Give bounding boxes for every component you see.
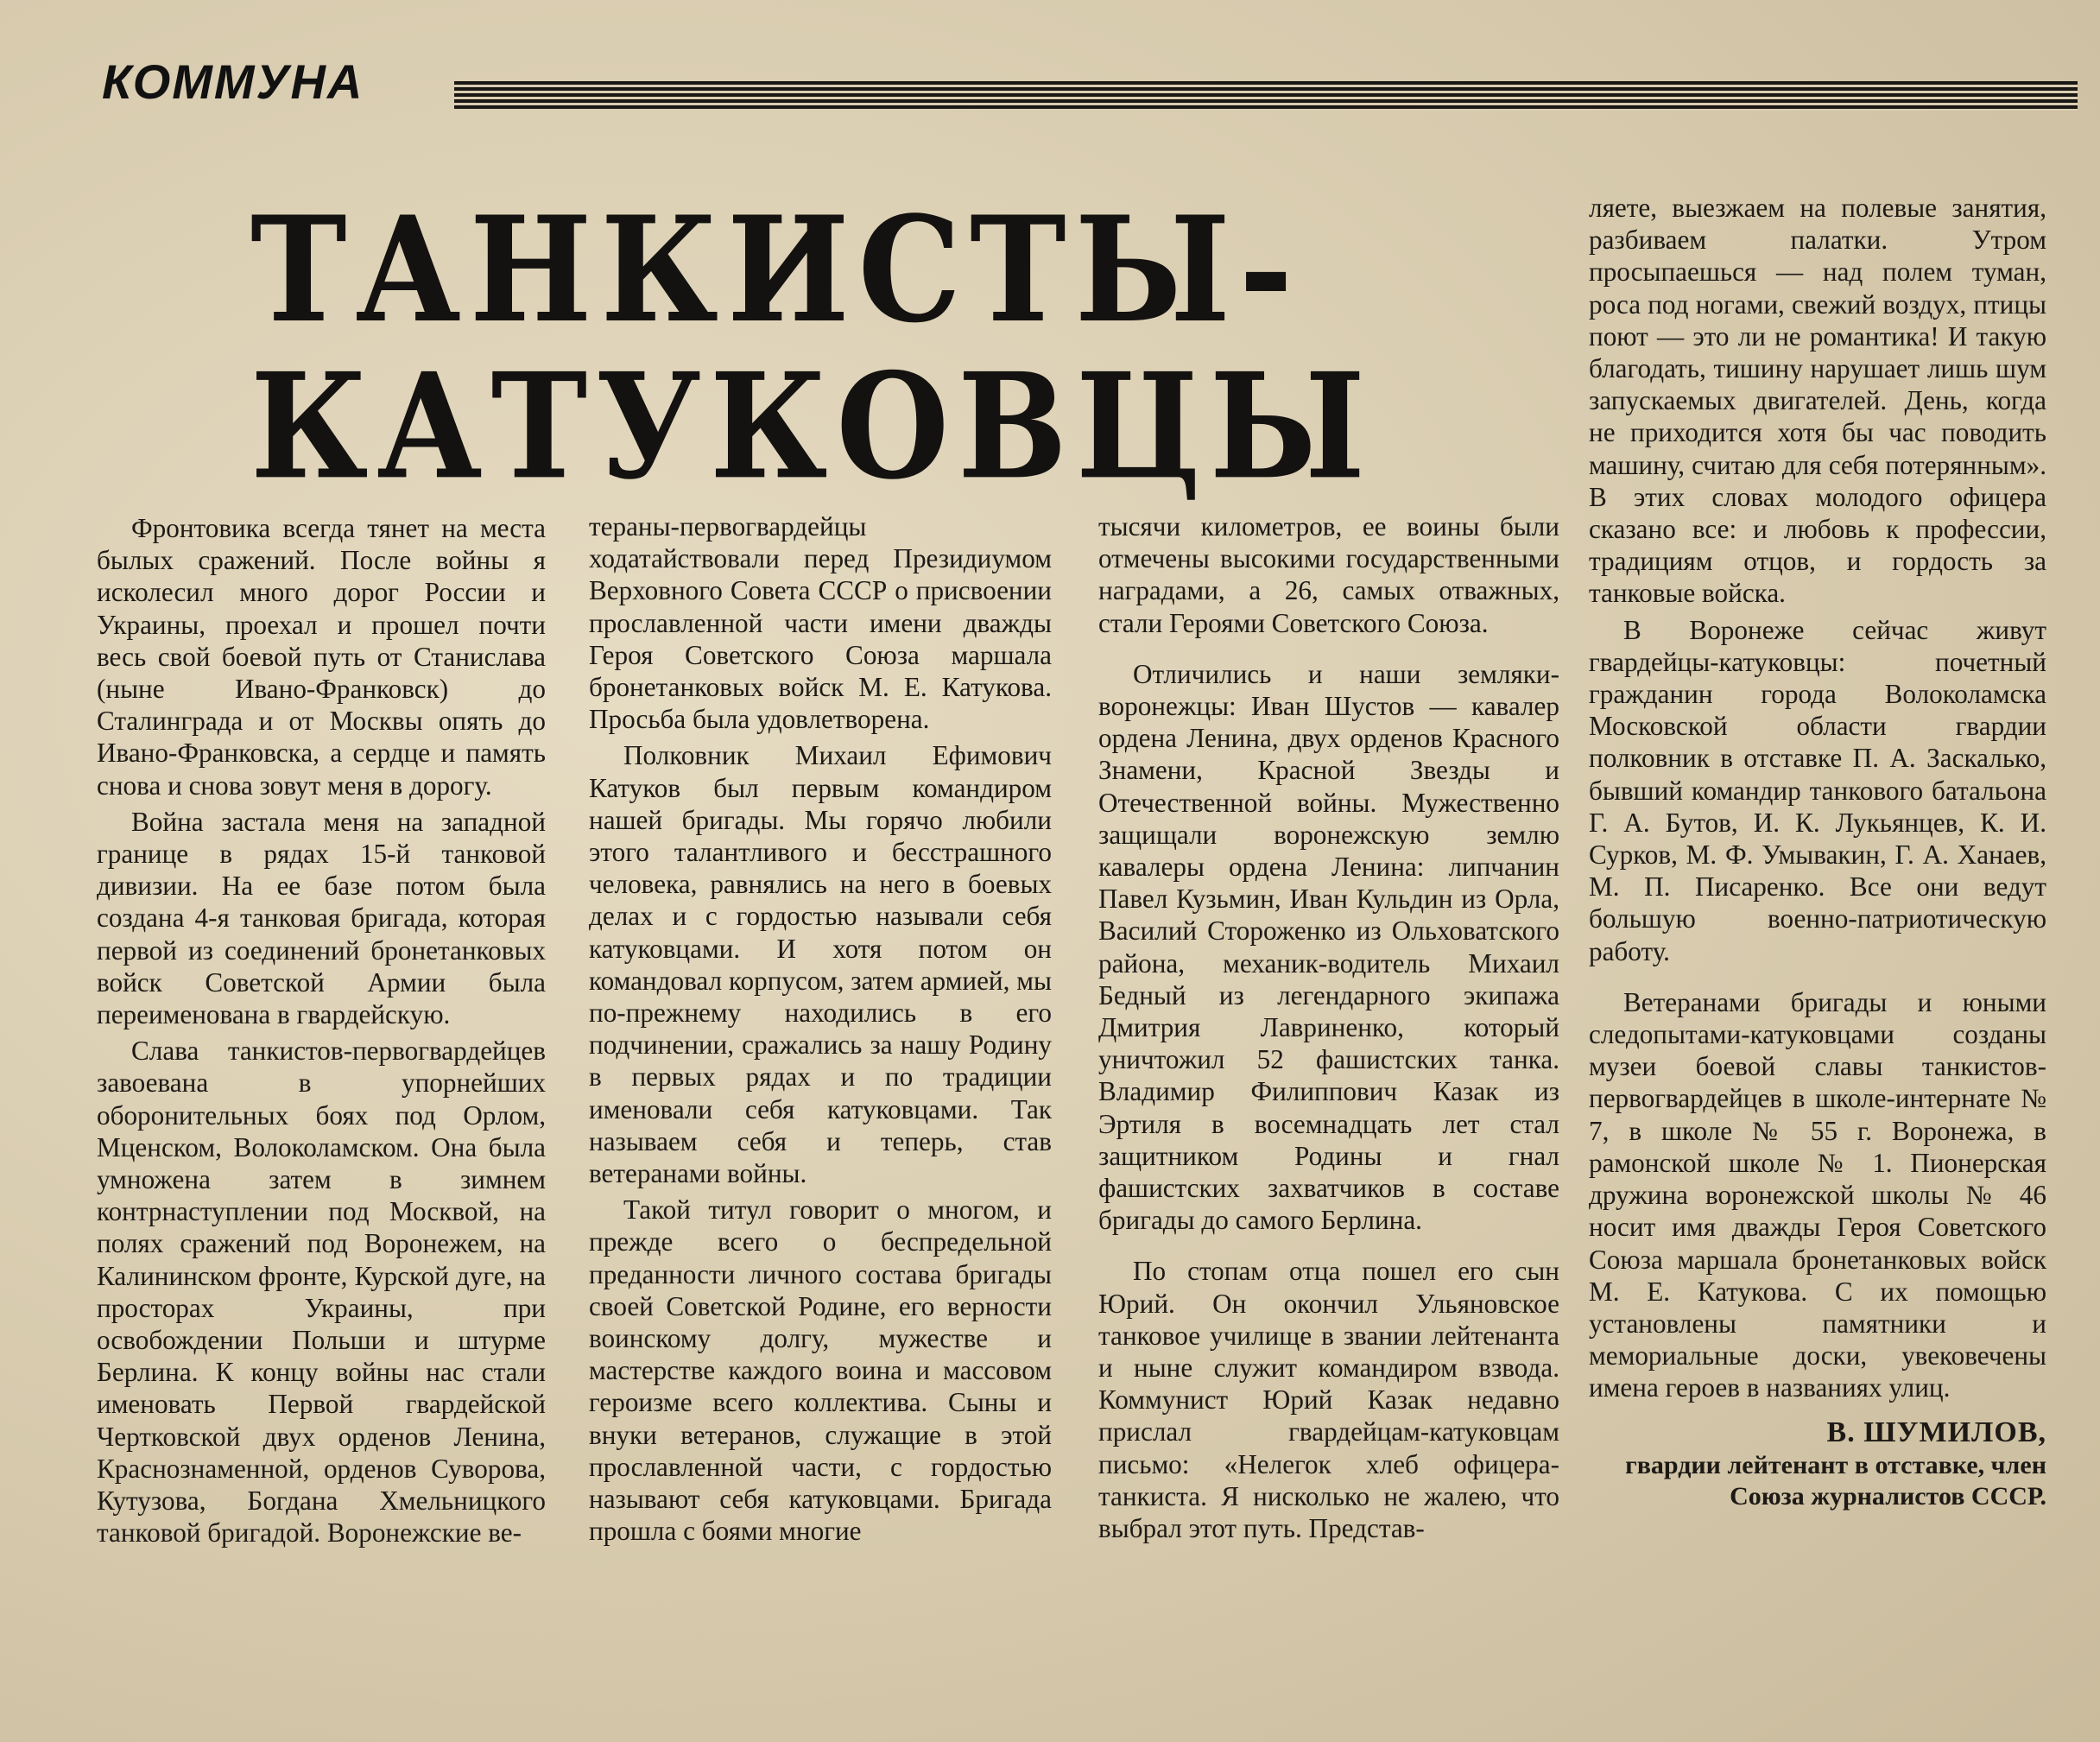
paragraph: По стопам отца пошел его сын Юрий. Он окончил Ульяновское танковое училище в звании лейтенанта и ныне служит командиром взвода. Коммунист Юрий Казак недавно прислал гвардейцам-катуковцам письмо: «Нелегок хлеб офицера-танкиста. Я нисколько не жалею, что выбрал этот путь. Представ- (1098, 1256, 1559, 1544)
paragraph: тераны-первогвардейцы ходатайствовали перед Президиумом Верховного Совета СССР о присвоении прославленной части имени дважды Героя Советского Союза маршала бронетанковых войск М. Е. Катукова. Просьба была удовлетворена. (589, 511, 1052, 735)
article-column-1 (97, 512, 546, 1554)
article-column-3 (1098, 510, 1559, 1549)
newspaper-name: КОММУНА (102, 54, 364, 109)
paragraph: ляете, выезжаем на полевые занятия, разбиваем палатки. Утром просыпаешься — над полем туман, роса под ногами, свежий воздух, птицы поют — это ли не романтика! И такую благодать, тишину нарушает лишь шум запускаемых двигателей. День, когда не приходится хотя бы час поводить машину, считаю для себя потерянным». В этих словах молодого офицера сказано все: и любовь к профессии, традициям отцов, и гордость за танковые войска. (1589, 193, 2046, 609)
article-column-4 (1589, 192, 2046, 1512)
headline-line-2: КАТУКОВЦЫ (250, 341, 1375, 512)
article-column-2 (589, 510, 1052, 1552)
author-title: гвардии лейтенант в отставке, член Союза журналистов СССР. (1625, 1450, 2046, 1511)
paragraph: Полковник Михаил Ефимович Катуков был первым командиром нашей бригады. Мы горячо любили этого талантливого и бесстрашного человека, равнялись на него в боевых делах и с гордостью называли себя катуковцами. И хотя потом он командовал корпусом, затем армией, мы по-прежнему находились в его подчинении, сражались за нашу Родину в первых рядах и по традиции именовали себя катуковцами. Так называем себя и теперь, став ветеранами войны. (589, 740, 1052, 1189)
author-name: В. ШУМИЛОВ, (1826, 1416, 2046, 1448)
paragraph: Фронтовика всегда тянет на места былых сражений. После войны я исколесил много дорог России и Украины, проехал и прошел почти весь свой боевой путь от Станислава (ныне Ивано-Франковск) до Сталинграда и от Москвы опять до Ивано-Франковска, а сердце и память снова и снова зовут меня в дорогу. (97, 513, 546, 801)
paragraph: Отличились и наши земляки-воронежцы: Иван Шустов — кавалер ордена Ленина, двух орденов Красного Знамени, Красной Звезды и Отечественной войны. Мужественно защищали воронежскую землю кавалеры ордена Ленина: липчанин Павел Кузьмин, Иван Кульдин из Орла, Василий Стороженко из Ольховатского района, механик-водитель Михаил Бедный из легендарного экипажа Дмитрия Лавриненко, который уничтожил 52 фашистских танка. Владимир Филиппович Казак из Эртиля в восемнадцать лет стал защитником Родины и гнал фашистских захватчиков в составе бригады до самого Берлина. (1098, 658, 1559, 1236)
paragraph: Такой титул говорит о многом, и прежде всего о беспредельной преданности личного состава бригады своей Советской Родине, его верности воинскому долгу, мужестве и мастерстве каждого воина и массовом героизме всего коллектива. Сыны и внуки ветеранов, служащие в этой прославленной части, с гордостью называют себя катуковцами. Бригада прошла с боями многие (589, 1194, 1052, 1547)
paragraph: Ветеранами бригады и юными следопытами-катуковцами созданы музеи боевой славы танкистов-первогвардейцев в школе-интернате № 7, в школе № 55 г. Воронежа, в рамонской школе № 1. Пионерская дружина воронежской школы № 46 носит имя дважды Героя Советского Союза маршала бронетанковых войск М. Е. Катукова. С их помощью установлены памятники и мемориальные доски, увековечены имена героев в названиях улиц. (1589, 986, 2046, 1403)
paragraph: тысячи километров, ее воины были отмечены высокими государственными наградами, а 26, самых отважных, стали Героями Советского Союза. (1098, 511, 1559, 638)
paragraph: Слава танкистов-первогвардейцев завоевана в упорнейших оборонительных боях под Орлом, Мценском, Волоколамском. Она была умножена затем в зимнем контрнаступлении под Москвой, на полях сражений под Воронежем, на Калининском фронте, Курской дуге, на просторах Украины, при освобождении Польши и штурме Берлина. К концу войны нас стали именовать Первой гвардейской Чертковской двух орденов Ленина, Краснознаменной, орденов Суворова, Кутузова, Богдана Хмельницкого танковой бригадой. Воронежские ве- (97, 1036, 546, 1549)
article-headline (250, 185, 1375, 512)
masthead-rule (454, 81, 2078, 111)
paragraph: В Воронеже сейчас живут гвардейцы-катуковцы: почетный гражданин города Волоколамска Московской области гвардии полковник в отставке П. А. Заскалько, бывший командир танкового батальона Г. А. Бутов, И. К. Лукьянцев, К. И. Сурков, М. Ф. Умывакин, Г. А. Ханаев, М. П. Писаренко. Все они ведут большую военно-патриотическую работу. (1589, 614, 2046, 966)
masthead (102, 50, 2088, 119)
paragraph: Война застала меня на западной границе в рядах 15-й танковой дивизии. На ее базе потом была создана 4-я танковая бригада, которая первой из соединений бронетанковых войск Советской Армии была переименована в гвардейскую. (97, 806, 546, 1030)
headline-line-1: ТАНКИСТЫ- (250, 185, 1302, 356)
